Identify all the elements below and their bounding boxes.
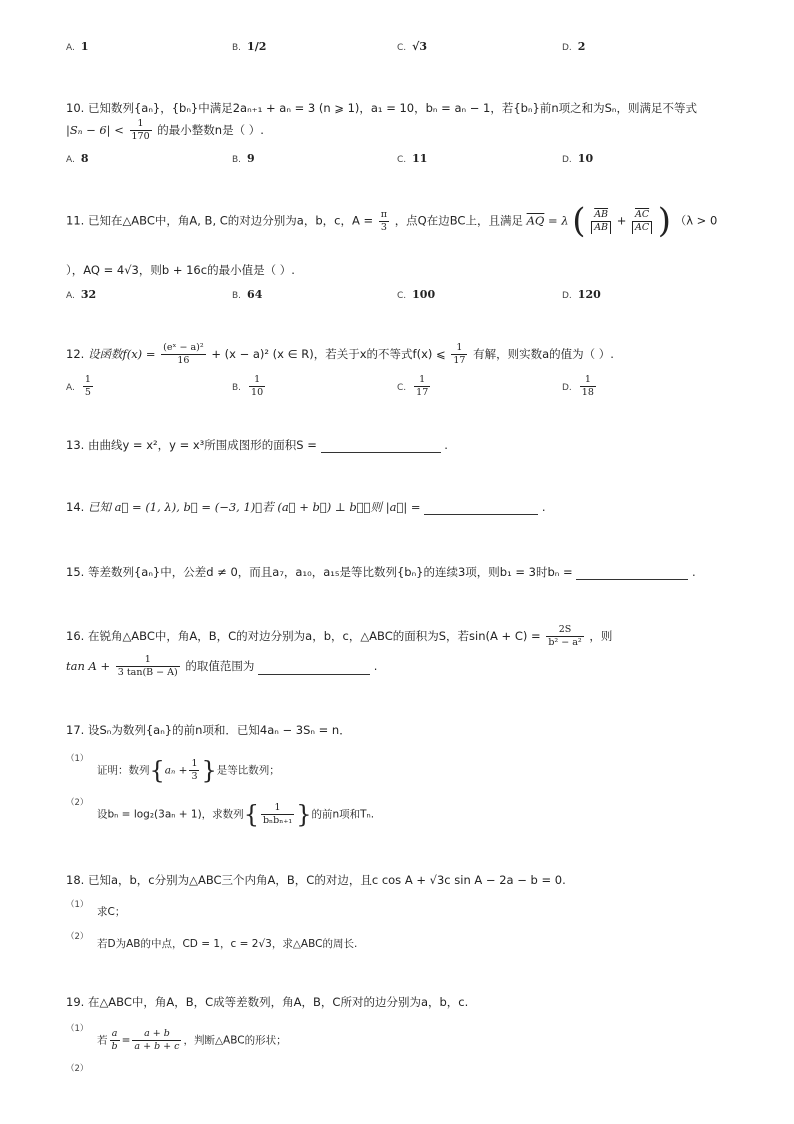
option-a[interactable]: A. 32	[66, 288, 97, 301]
option-c[interactable]: C. √3	[397, 40, 428, 53]
q11-line2: ），AQ = 4√3，则b + 16c的最小值是（ ）.	[66, 263, 295, 277]
option-d[interactable]: D. 10	[562, 152, 594, 165]
option-a[interactable]: A. 8	[66, 152, 89, 165]
option-a[interactable]: A. 1	[66, 40, 89, 53]
q12-options	[66, 374, 766, 400]
q11-options	[66, 288, 766, 314]
left-paren: (	[572, 201, 586, 241]
answer-blank[interactable]	[321, 438, 441, 453]
q11-line1: 11. 已知在△ABC中，角A, B, C的对边分别为a，b，c，A = $\frac{\pi}{3}$ ，点Q在边BC上，且满足 $\overline{AQ} = \lambda$ ( $\frac{\overline{AB}}{AB}$ + $\frac{\overline{AC}}{AC}$ ) （λ > 0	[66, 201, 718, 241]
q12-line: 12. 设函数f(x) = $\frac{\text{(eˣ − a)²}}{16}$ + (x − a)² (x ∈ R)，若关于x的不等式f(x) ⩽ $\frac{1}{17}$ 有解，则实数a的值为（ ）.	[66, 342, 614, 366]
q10-line2: |Sₙ − 6| < $\frac{1}{170}$ 的最小整数n是（ ）.	[66, 118, 264, 142]
q10-options	[66, 152, 766, 178]
option-a[interactable]: A. $\frac{1}{5}$	[66, 374, 91, 398]
q17-line: 17. 设Sₙ为数列{aₙ}的前n项和．已知4aₙ − 3Sₙ = n．	[66, 723, 351, 737]
q19-line: 19. 在△ABC中，角A，B，C成等差数列，角A，B，C所对的边分别为a，b，c.	[66, 995, 469, 1009]
question-number: 14.	[66, 500, 85, 514]
answer-blank[interactable]	[576, 565, 688, 580]
answer-blank[interactable]	[258, 658, 370, 675]
unit-vector-ab: $\frac{\overline{AB}}{AB}$	[591, 209, 611, 234]
unit-vector-ac: $\frac{\overline{AC}}{AC}$	[632, 209, 652, 234]
right-paren: )	[657, 201, 672, 241]
q18-line: 18. 已知a，b，c分别为△ABC三个内角A，B，C的对边，且c cos A + √3c sin A − 2a − b = 0.	[66, 873, 566, 887]
question-number: 10.	[66, 101, 85, 115]
option-c[interactable]: C. $\frac{1}{17}$	[397, 374, 429, 398]
q16-line2: tan A + $\frac{1}{3 \tan(B - A)}$ 的取值范围为 .	[66, 654, 378, 678]
fraction: $\frac{\text{(eˣ − a)²}}{16}$	[163, 342, 204, 366]
question-number: 12.	[66, 347, 85, 361]
fraction: $\frac{1}{170}$	[131, 118, 150, 142]
worksheet-page: A. 1 B. 1/2 C. √3 D. 2 10. 已知数列{aₙ}，{bₙ}中满足2aₙ₊₁ + aₙ = 3 (n ⩾ 1)，a₁ = 10，bₙ = aₙ − 1，若{bₙ}前n项之和为Sₙ，则满足不等式 |Sₙ − 6| < $\frac{1}{170}$ 的最小整数n是（ ）. A. 8 B. 9 C. 11 D. 10 11. 已知在△ABC中，角A, B, C的对边分别为a，b，c，A = $\frac{\pi}{3}$ ，点Q在边BC上，且满足 $\overline{AQ} = \lambda$ ( $\frac{\overline{AB}}{AB}$ + $\frac{\overline{AC}}{AC}$ ) （λ > 0 ），AQ = 4√3，则b + 16c的最小值是（ ）. A. 32 B. 64 C. 100 D. 120 12. 设函数f(x) = $\frac{\text{(eˣ − a)²}}{16}$ + (x − a)² (x ∈ R)，若关于x的不等式f(x) ⩽ $\frac{1}{17}$ 有解，则实数a的值为（ ）. A. $\frac{1}{5}$ B. $\frac{1}{10}$ C. $\frac{1}{17}$ D. $\frac{1}{18}$ 13. 由曲线y = x²，y = x³所围成图形的面积S = . 14. 已知 a⃗ = (1, λ), b⃗ = (−3, 1)，若 (a⃗ + b⃗) ⊥ b⃗，则 |a⃗| = . 15. 等差数列{aₙ}中，公差d ≠ 0，而且a₇，a₁₀，a₁₅是等比数列{bₙ}的连续3项，则b₁ = 3时bₙ = . 16. 在锐角△ABC中，角A，B，C的对边分别为a，b，c，△ABC的面积为S，若sin(A + C) = $\frac{2S}{\text{b² − a²}}$ ，则 tan A + $\frac{1}{3 \tan(B - A)}$ 的取值范围为 . 17. 设Sₙ为数列{aₙ}的前n项和．已知4aₙ − 3Sₙ = n． （1） 证明：数列{aₙ + $\frac{1}{3}$ }是等比数列； （2） 设bₙ = log₂(3aₙ + 1)，求数列{ $\frac{1}{\text{bₙbₙ₊₁}}$ }的前n项和Tₙ. 18. 已知a，b，c分别为△ABC三个内角A，B，C的对边，且c cos A + √3c sin A − 2a − b = 0. （1） 求C； （2） 若D为AB的中点，CD = 1，c = 2√3，求△ABC的周长. 19. 在△ABC中，角A，B，C成等差数列，角A，B，C所对的边分别为a，b，c. （1） 若 $\frac{a}{b}$ = $\frac{a + b}{a + b + c}$ ，判断△ABC的形状； （2）	[0, 0, 794, 1124]
option-b[interactable]: B. 64	[232, 288, 263, 301]
question-number: 18.	[66, 873, 85, 887]
answer-blank[interactable]	[424, 500, 538, 515]
fraction: $\frac{1}{3 \tan(B - A)}$	[117, 654, 178, 678]
option-b[interactable]: B. $\frac{1}{10}$	[232, 374, 264, 398]
option-b[interactable]: B. 9	[232, 152, 255, 165]
q15-line: 15. 等差数列{aₙ}中，公差d ≠ 0，而且a₇，a₁₀，a₁₅是等比数列{bₙ}的连续3项，则b₁ = 3时bₙ = .	[66, 565, 696, 579]
fraction: $\frac{\pi}{3}$	[380, 208, 388, 233]
option-c[interactable]: C. 11	[397, 152, 428, 165]
fraction: $\frac{2S}{\text{b² − a²}}$	[548, 624, 582, 648]
q10-line1	[66, 100, 697, 116]
q14-line: 14. 已知 a⃗ = (1, λ), b⃗ = (−3, 1)，若 (a⃗ + b⃗) ⊥ b⃗，则 |a⃗| = .	[66, 500, 546, 514]
question-number: 19.	[66, 995, 85, 1009]
option-c[interactable]: C. 100	[397, 288, 436, 301]
question-text: 已知数列{aₙ}，{bₙ}中满足2aₙ₊₁ + aₙ = 3 (n ⩾ 1)，a₁ = 10，bₙ = aₙ − 1，若{bₙ}前n项之和为Sₙ，则满足不等式	[87, 101, 698, 115]
question-number: 13.	[66, 438, 85, 452]
question-number: 11.	[66, 213, 85, 228]
option-d[interactable]: D. $\frac{1}{18}$	[562, 374, 594, 398]
question-number: 16.	[66, 629, 85, 643]
q16-line1: 16. 在锐角△ABC中，角A，B，C的对边分别为a，b，c，△ABC的面积为S，若sin(A + C) = $\frac{2S}{\text{b² − a²}}$ ，则	[66, 624, 613, 648]
option-d[interactable]: D. 120	[562, 288, 601, 301]
option-b[interactable]: B. 1/2	[232, 40, 267, 53]
q9-options	[66, 40, 766, 66]
fraction: $\frac{1}{17}$	[453, 342, 466, 366]
option-d[interactable]: D. 2	[562, 40, 586, 53]
question-number: 17.	[66, 723, 85, 737]
vector-aq: $\overline{AQ}$	[526, 213, 545, 228]
q13-line: 13. 由曲线y = x²，y = x³所围成图形的面积S = .	[66, 438, 448, 452]
question-number: 15.	[66, 565, 85, 579]
